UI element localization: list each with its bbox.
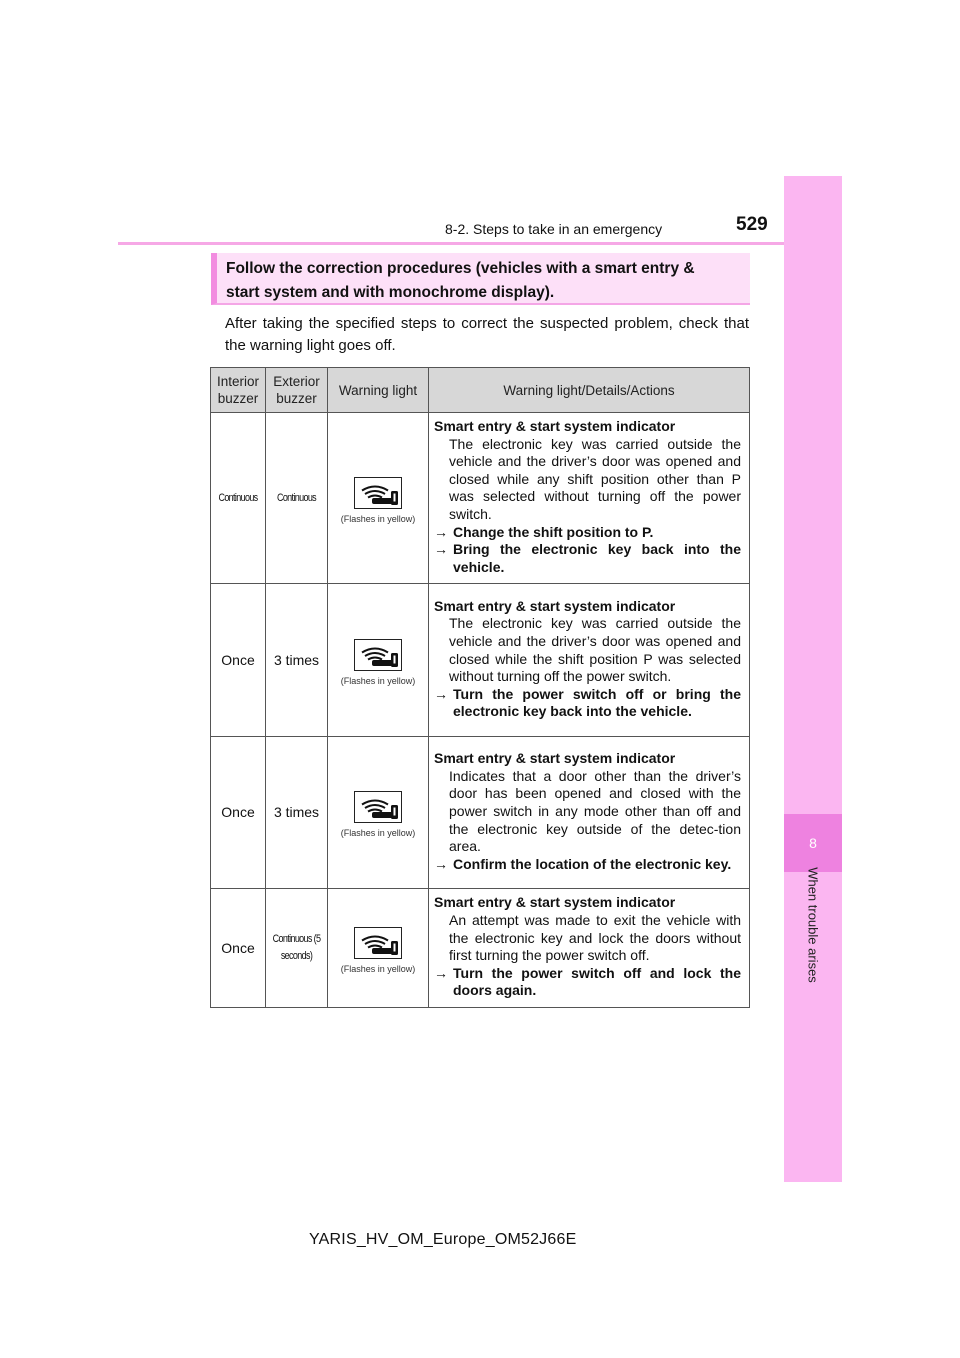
arrow-right-icon: →	[434, 855, 448, 872]
action-item	[434, 965, 741, 1000]
exterior-buzzer-cell-text: 3 times	[273, 651, 320, 668]
action-item	[434, 524, 741, 542]
header-warning-light: Warning light	[328, 368, 429, 413]
details-cell	[429, 413, 750, 584]
header-section-title: 8-2. Steps to take in an emergency	[445, 221, 663, 237]
interior-buzzer-cell-text: Once	[221, 651, 255, 668]
smart-key-indicator-icon	[355, 640, 400, 669]
header-interior-buzzer: Interior buzzer	[211, 368, 266, 413]
indicator-title: Smart entry & start system indicator	[434, 418, 676, 434]
details-cell	[429, 889, 750, 1008]
warning-light-cell	[328, 889, 429, 1008]
intro-paragraph: After taking the specified steps to correct the suspected problem, check that the warning light goes off.	[225, 315, 749, 354]
page-number: 529	[736, 214, 768, 235]
interior-buzzer-cell	[211, 584, 266, 737]
lamp-note: (Flashes in yellow)	[340, 675, 416, 686]
smart-key-indicator-icon	[355, 792, 400, 821]
table-row	[211, 889, 750, 1008]
warning-light-cell	[328, 737, 429, 889]
interior-buzzer-cell-text: Once	[221, 804, 255, 821]
table-row	[211, 737, 750, 889]
action-item	[434, 686, 741, 721]
header-divider	[118, 242, 842, 245]
indicator-description: Indicates that a door other than the driver’s door has been opened and closed with the power switch in any mode other than off and the electronic key outside of the detec-tion area.	[449, 767, 741, 855]
warning-light-cell	[328, 413, 429, 584]
chapter-label: When trouble arises	[805, 867, 821, 983]
arrow-right-icon: →	[434, 964, 448, 981]
exterior-buzzer-cell	[266, 584, 328, 737]
document-code: YARIS_HV_OM_Europe_OM52J66E	[309, 1231, 577, 1248]
warning-light-cell	[328, 584, 429, 737]
indicator-description: The electronic key was carried outside the vehicle and the driver’s door was opened and closed while the shift position P was selected without turning off the power switch.	[449, 615, 741, 685]
smart-key-indicator-icon	[355, 478, 400, 507]
table-row	[211, 413, 750, 584]
header-exterior-buzzer: Exterior buzzer	[266, 368, 328, 413]
interior-buzzer-cell-text: Once	[221, 939, 255, 956]
warning-lamp	[354, 927, 402, 959]
section-heading	[211, 253, 750, 305]
exterior-buzzer-cell	[266, 737, 328, 889]
smart-key-indicator-icon	[355, 928, 400, 957]
arrow-right-icon: →	[434, 541, 448, 558]
exterior-buzzer-cell	[266, 889, 328, 1008]
action-text: Change the shift position to P.	[453, 523, 654, 540]
exterior-buzzer-cell-text: 3 times	[273, 804, 320, 821]
chapter-number-tab: 8	[784, 814, 842, 872]
section-heading-line-2: start system and with monochrome display).	[226, 284, 555, 301]
interior-buzzer-cell-text: Continuous	[218, 491, 258, 504]
action-text: Confirm the location of the electronic key.	[453, 855, 732, 872]
lamp-note: (Flashes in yellow)	[340, 963, 416, 974]
action-item	[434, 856, 741, 874]
interior-buzzer-cell	[211, 413, 266, 584]
header-details: Warning light/Details/Actions	[429, 368, 750, 413]
indicator-title: Smart entry & start system indicator	[434, 894, 676, 911]
arrow-right-icon: →	[434, 685, 448, 702]
action-text: Turn the power switch off and lock the doors again.	[453, 964, 741, 999]
details-cell	[429, 584, 750, 737]
warning-table	[210, 367, 750, 1008]
lamp-note: (Flashes in yellow)	[340, 513, 416, 524]
section-heading-line-1: Follow the correction procedures (vehicles with a smart entry &	[226, 260, 695, 277]
indicator-title: Smart entry & start system indicator	[434, 597, 676, 614]
action-item	[434, 541, 741, 576]
exterior-buzzer-cell-text: Continuous (5 seconds)	[272, 933, 321, 963]
exterior-buzzer-cell	[266, 413, 328, 584]
warning-lamp	[354, 791, 402, 823]
action-text: Bring the electronic key back into the vehicle.	[453, 541, 741, 575]
indicator-title: Smart entry & start system indicator	[434, 750, 676, 767]
warning-lamp	[354, 477, 402, 509]
table-header-row	[211, 368, 750, 413]
arrow-right-icon: →	[434, 523, 448, 540]
indicator-description: An attempt was made to exit the vehicle with the electronic key and lock the doors without first turning the power switch off.	[449, 911, 741, 964]
interior-buzzer-cell	[211, 737, 266, 889]
indicator-description: The electronic key was carried outside the vehicle and the driver’s door was opened and closed while any shift position other than P was selected without turning off the power switch.	[449, 435, 741, 522]
chapter-side-tab	[784, 176, 842, 1182]
exterior-buzzer-cell-text: Continuous	[276, 491, 317, 504]
lamp-note: (Flashes in yellow)	[340, 828, 416, 839]
details-cell	[429, 737, 750, 889]
warning-lamp	[354, 639, 402, 671]
interior-buzzer-cell	[211, 889, 266, 1008]
action-text: Turn the power switch off or bring the electronic key back into the vehicle.	[453, 685, 741, 720]
table-row	[211, 584, 750, 737]
